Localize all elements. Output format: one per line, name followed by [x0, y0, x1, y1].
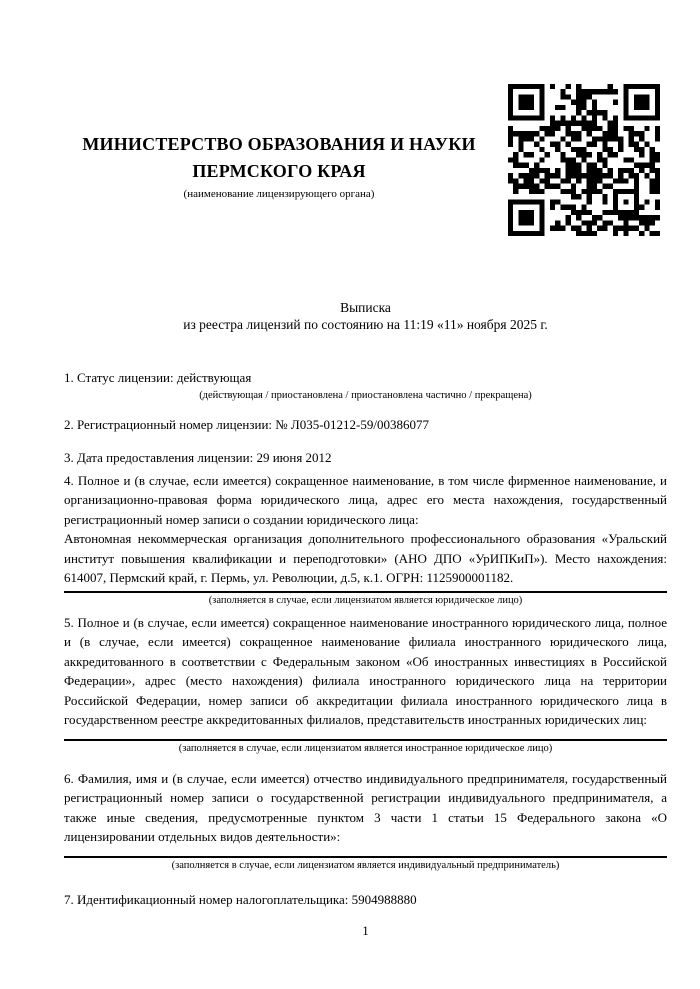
entrepreneur-item	[64, 769, 667, 873]
page-number: 1	[362, 922, 369, 938]
license-status-value: 1. Статус лицензии: действующая	[64, 370, 252, 385]
foreign-entity-answer-line	[64, 739, 667, 741]
license-date-item	[64, 448, 667, 468]
qr-code-icon	[508, 84, 660, 236]
extract-title-line2: из реестра лицензий по состоянию на 11:19 «11» ноября 2025 г.	[183, 316, 548, 332]
license-status-item	[64, 368, 667, 403]
licensing-authority-caption: (наименование лицензирующего органа)	[183, 188, 375, 200]
entrepreneur-question: 6. Фамилия, имя и (в случае, если имеется) отчество индивидуального предпринимателя, государственный регистрационный номер записи о государственной регистрации индивидуального предпринимателя, а также иные сведения, предусмотренные пунктом 3 части 1 статьи 15 Федерального закона «О лицензировании отдельных видов деятельности»:	[64, 770, 667, 844]
ministry-name-line2: ПЕРМСКОГО КРАЯ	[192, 161, 366, 181]
registration-number-value: 2. Регистрационный номер лицензии: № Л035-01212-59/00386077	[64, 417, 430, 432]
ministry-name-line1: МИНИСТЕРСТВО ОБРАЗОВАНИЯ И НАУКИ	[82, 134, 476, 154]
document-header	[64, 0, 667, 255]
extract-title	[64, 300, 667, 333]
foreign-entity-item	[64, 613, 667, 756]
foreign-entity-question: 5. Полное и (в случае, если имеется) сокращенное наименование иностранного юридического лица, полное и (в случае, если имеется) сокращенное наименование филиала иностранного юридического лица, аккредитованного в соответствии с Федеральным законом «Об иностранных инвестициях в Российской Федерации», адрес (место нахождения) филиала иностранного юридического лица на территории Российской Федерации, номер записи об аккредитации филиала иностранного юридического лица в государственном реестре аккредитованных филиалов, представительств иностранных юридических лиц:	[64, 614, 667, 727]
legal-entity-question: 4. Полное и (в случае, если имеется) сокращенное наименование, в том числе фирменное наименование, и организационно-правовая форма юридического лица, адрес его места нахождения, государственный регистрационный номер записи о создании юридического лица:	[64, 472, 667, 527]
legal-entity-answer: Автономная некоммерческая организация дополнительного профессионального образования «Уральский институт повышения квалификации и переподготовки» (АНО ДПО «УрИПКиП»). Место нахождения: 614007, Пермский край, г. Пермь, ул. Революции, д.5, к.1. ОГРН: 1125900001182.	[64, 531, 667, 585]
registration-number-item	[64, 415, 667, 435]
legal-entity-item	[64, 471, 667, 608]
licensing-authority-block	[54, 131, 504, 201]
entrepreneur-answer-line	[64, 856, 667, 858]
entrepreneur-note: (заполняется в случае, если лицензиатом является индивидуальный предприниматель)	[171, 859, 560, 871]
legal-entity-answer-line	[64, 591, 667, 593]
taxpayer-number-value: 7. Идентификационный номер налогоплательщика: 5904988880	[64, 892, 417, 907]
extract-title-line1: Выписка	[340, 300, 391, 315]
license-status-note: (действующая / приостановлена / приостановлена частично / прекращена)	[199, 389, 532, 401]
taxpayer-number-item	[64, 890, 667, 910]
foreign-entity-note: (заполняется в случае, если лицензиатом является иностранное юридическое лицо)	[178, 742, 553, 754]
legal-entity-note: (заполняется в случае, если лицензиатом является юридическое лицо)	[208, 594, 523, 606]
license-date-value: 3. Дата предоставления лицензии: 29 июня 2012	[64, 450, 332, 465]
